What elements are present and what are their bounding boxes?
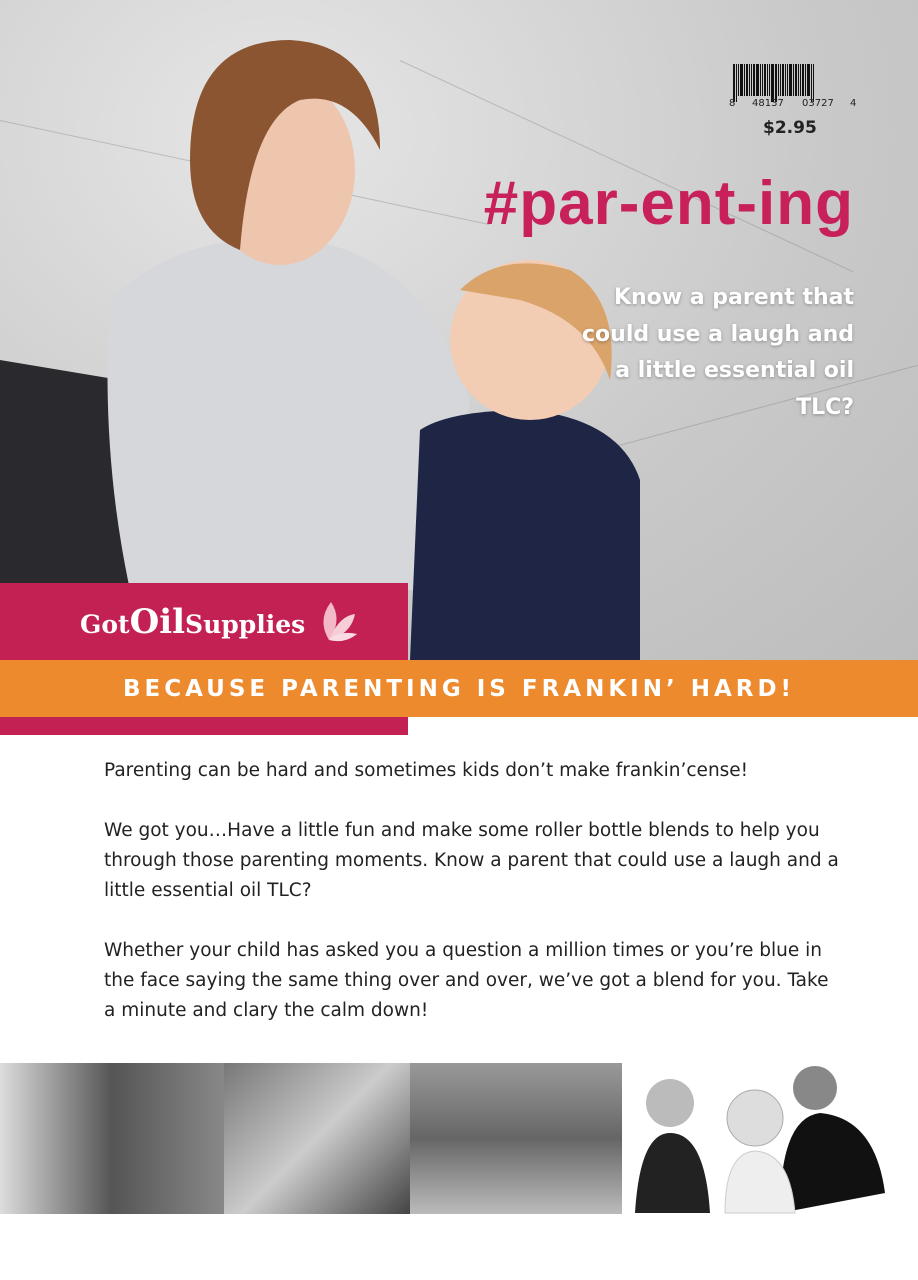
logo-text: Got <box>80 609 130 639</box>
barcode-digit: 4 <box>850 98 857 109</box>
barcode-digit: 8 <box>729 98 736 109</box>
barcode-bar <box>746 64 748 96</box>
barcode-bar <box>751 64 752 96</box>
accent-strip <box>0 717 408 735</box>
barcode-bar <box>753 64 755 96</box>
headline: #par-ent-ing <box>483 169 854 238</box>
paragraph: Parenting can be hard and sometimes kids don’t make frankin’cense! <box>104 760 749 781</box>
tagline: Know a parent that could use a laugh and a little essential oil TLC? <box>582 285 854 420</box>
barcode-bar <box>762 64 763 96</box>
barcode-bar <box>800 64 801 96</box>
logo-box <box>0 583 408 660</box>
logo-text: Supplies <box>185 609 306 639</box>
barcode-bar <box>736 64 737 102</box>
price: $2.95 <box>763 118 817 138</box>
barcode-bar <box>807 64 810 96</box>
barcode-bar <box>795 64 797 96</box>
barcode-bar <box>764 64 766 96</box>
barcode-bar <box>767 64 768 96</box>
brand-logo <box>80 602 305 642</box>
pregnancy-photo <box>0 1063 224 1214</box>
barcode-bar <box>733 64 735 102</box>
leaf-icon <box>309 600 357 644</box>
barcode-digit: 03727 <box>802 98 834 109</box>
barcode-bar <box>769 64 770 96</box>
barcode-bar <box>756 64 759 96</box>
barcode-bar <box>744 64 745 96</box>
barcode-bar <box>789 64 792 96</box>
barcode-bar <box>775 64 777 102</box>
barcode-bar <box>760 64 761 96</box>
barcode-bar <box>740 64 743 96</box>
barcode-bar <box>778 64 779 96</box>
barcode-bar <box>802 64 804 96</box>
barcode-bar <box>798 64 799 96</box>
mother-baby-photo <box>224 1063 410 1214</box>
hands-photo <box>410 1063 622 1214</box>
barcode-bar <box>793 64 794 96</box>
barcode-bar <box>738 64 739 96</box>
barcode-bar <box>787 64 788 96</box>
barcode-bar <box>785 64 786 96</box>
barcode-bar <box>813 64 814 102</box>
barcode-bar <box>780 64 781 96</box>
barcode-digit: 48137 <box>752 98 784 109</box>
barcode-bar <box>805 64 806 96</box>
barcode-bar <box>749 64 750 96</box>
family-photo <box>630 1063 890 1214</box>
mother-and-child-photo <box>0 0 660 660</box>
slogan-banner: BECAUSE PARENTING IS FRANKIN’ HARD! <box>0 660 918 717</box>
barcode-bar <box>811 64 812 102</box>
barcode-bar <box>771 64 774 102</box>
barcode <box>733 64 849 100</box>
logo-text: Oil <box>129 601 186 642</box>
barcode-bar <box>782 64 784 96</box>
body-text <box>104 756 844 1056</box>
paragraph: Whether your child has asked you a question a million times or you’re blue in the face saying the same thing over and over, we’ve got a blend for you. Take a minute and clary the calm down! <box>104 940 829 1021</box>
paragraph: We got you…Have a little fun and make some roller bottle blends to help you through those parenting moments. Know a parent that could use a laugh and a little essential oil TLC? <box>104 820 839 901</box>
